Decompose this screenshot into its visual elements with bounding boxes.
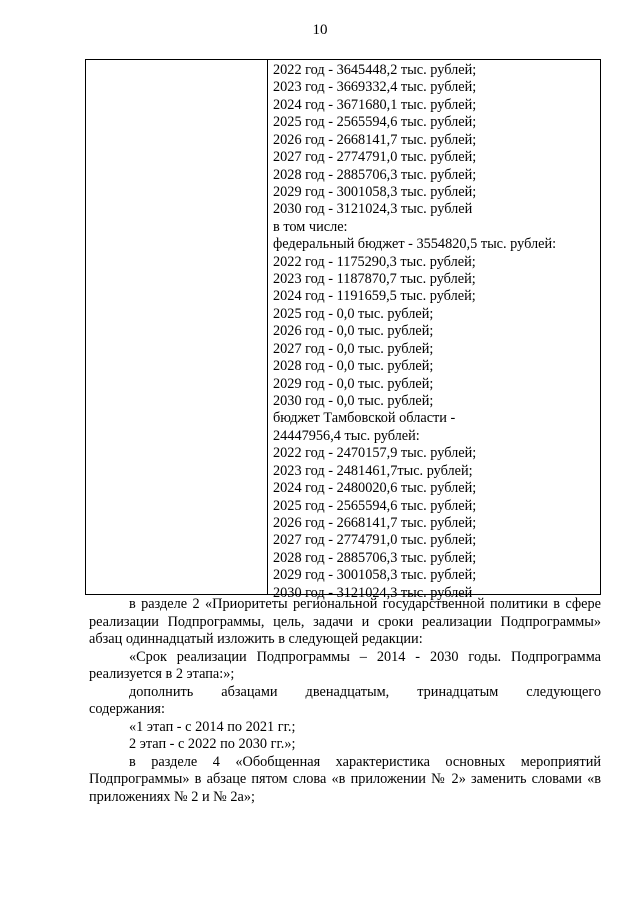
table-line: 2023 год - 1187870,7 тыс. рублей;: [273, 271, 476, 288]
paragraph-term-quote: «Срок реализации Подпрограммы – 2014 - 2030 годы. Подпрограмма реализуется в 2 этапа:»;: [89, 648, 601, 682]
table-line: 2025 год - 0,0 тыс. рублей;: [273, 305, 434, 322]
paragraph-add-abzats: дополнить абзацами двенадцатым, тринадцатым следующего: [129, 683, 601, 700]
funding-table: [85, 59, 601, 601]
page-number: 10: [312, 22, 328, 38]
table-line: 2022 год - 1175290,3 тыс. рублей;: [273, 253, 476, 270]
table-line: 2027 год - 2774791,0 тыс. рублей;: [273, 532, 477, 549]
table-line: 2022 год - 2470157,9 тыс. рублей;: [273, 445, 477, 462]
table-right-cell: [273, 62, 596, 602]
table-line: 2022 год - 3645448,2 тыс. рублей;: [273, 62, 477, 78]
table-line: 2027 год - 0,0 тыс. рублей;: [273, 340, 434, 357]
table-line: 2023 год - 3669332,4 тыс. рублей;: [273, 79, 477, 96]
body-text: [89, 596, 601, 806]
table-line: 2026 год - 2668141,7 тыс. рублей;: [273, 131, 477, 148]
table-line: 2028 год - 0,0 тыс. рублей;: [273, 358, 434, 375]
table-line: 2025 год - 2565594,6 тыс. рублей;: [273, 497, 477, 514]
table-line: 2024 год - 2480020,6 тыс. рублей;: [273, 480, 477, 497]
table-line: 2024 год - 3671680,1 тыс. рублей;: [273, 96, 477, 113]
paragraph-stage-1: «1 этап - с 2014 по 2021 гг.;: [129, 718, 296, 735]
table-line: 2030 год - 3121024,3 тыс. рублей: [273, 201, 473, 218]
paragraph-section-4: в разделе 4 «Обобщенная характеристика основных мероприятий Подпрограммы» в абзаце пятом слова «в приложении № 2» заменить словами «в приложениях № 2 и № 2а»;: [89, 753, 601, 805]
table-line: 2030 год - 0,0 тыс. рублей;: [273, 393, 434, 410]
table-line: 2028 год - 2885706,3 тыс. рублей;: [273, 549, 477, 566]
table-line: федеральный бюджет - 3554820,5 тыс. рублей:: [273, 236, 557, 253]
table-line: 2029 год - 3001058,3 тыс. рублей;: [273, 183, 477, 200]
table-line: 2029 год - 3001058,3 тыс. рублей;: [273, 567, 477, 584]
table-line: 2023 год - 2481461,7тыс. рублей;: [273, 462, 473, 479]
table-line: 2026 год - 0,0 тыс. рублей;: [273, 323, 434, 340]
table-left-cell: [86, 60, 268, 594]
table-line: 2030 год - 3121024,3 тыс. рублей: [273, 584, 473, 601]
table-line: 2029 год - 0,0 тыс. рублей;: [273, 375, 434, 392]
table-line: 2025 год - 2565594,6 тыс. рублей;: [273, 114, 477, 131]
table-line: 2024 год - 1191659,5 тыс. рублей;: [273, 288, 476, 305]
table-line: в том числе:: [273, 218, 348, 235]
table-line: бюджет Тамбовской области -: [273, 410, 456, 427]
paragraph-section-2: в разделе 2 «Приоритеты региональной государственной политики в сфере реализации Подпрограммы, цель, задачи и сроки реализации Подпрограммы» абзац одиннадцатый изложить в следующей редакции:: [89, 596, 601, 647]
table-line: 2026 год - 2668141,7 тыс. рублей;: [273, 514, 477, 531]
table-line: 2027 год - 2774791,0 тыс. рублей;: [273, 149, 477, 166]
table-line: 2028 год - 2885706,3 тыс. рублей;: [273, 166, 477, 183]
table-line: 24447956,4 тыс. рублей:: [273, 427, 420, 444]
paragraph-stage-2: 2 этап - с 2022 по 2030 гг.»;: [129, 736, 296, 752]
paragraph-add-abzats-cont: содержания:: [89, 701, 165, 717]
